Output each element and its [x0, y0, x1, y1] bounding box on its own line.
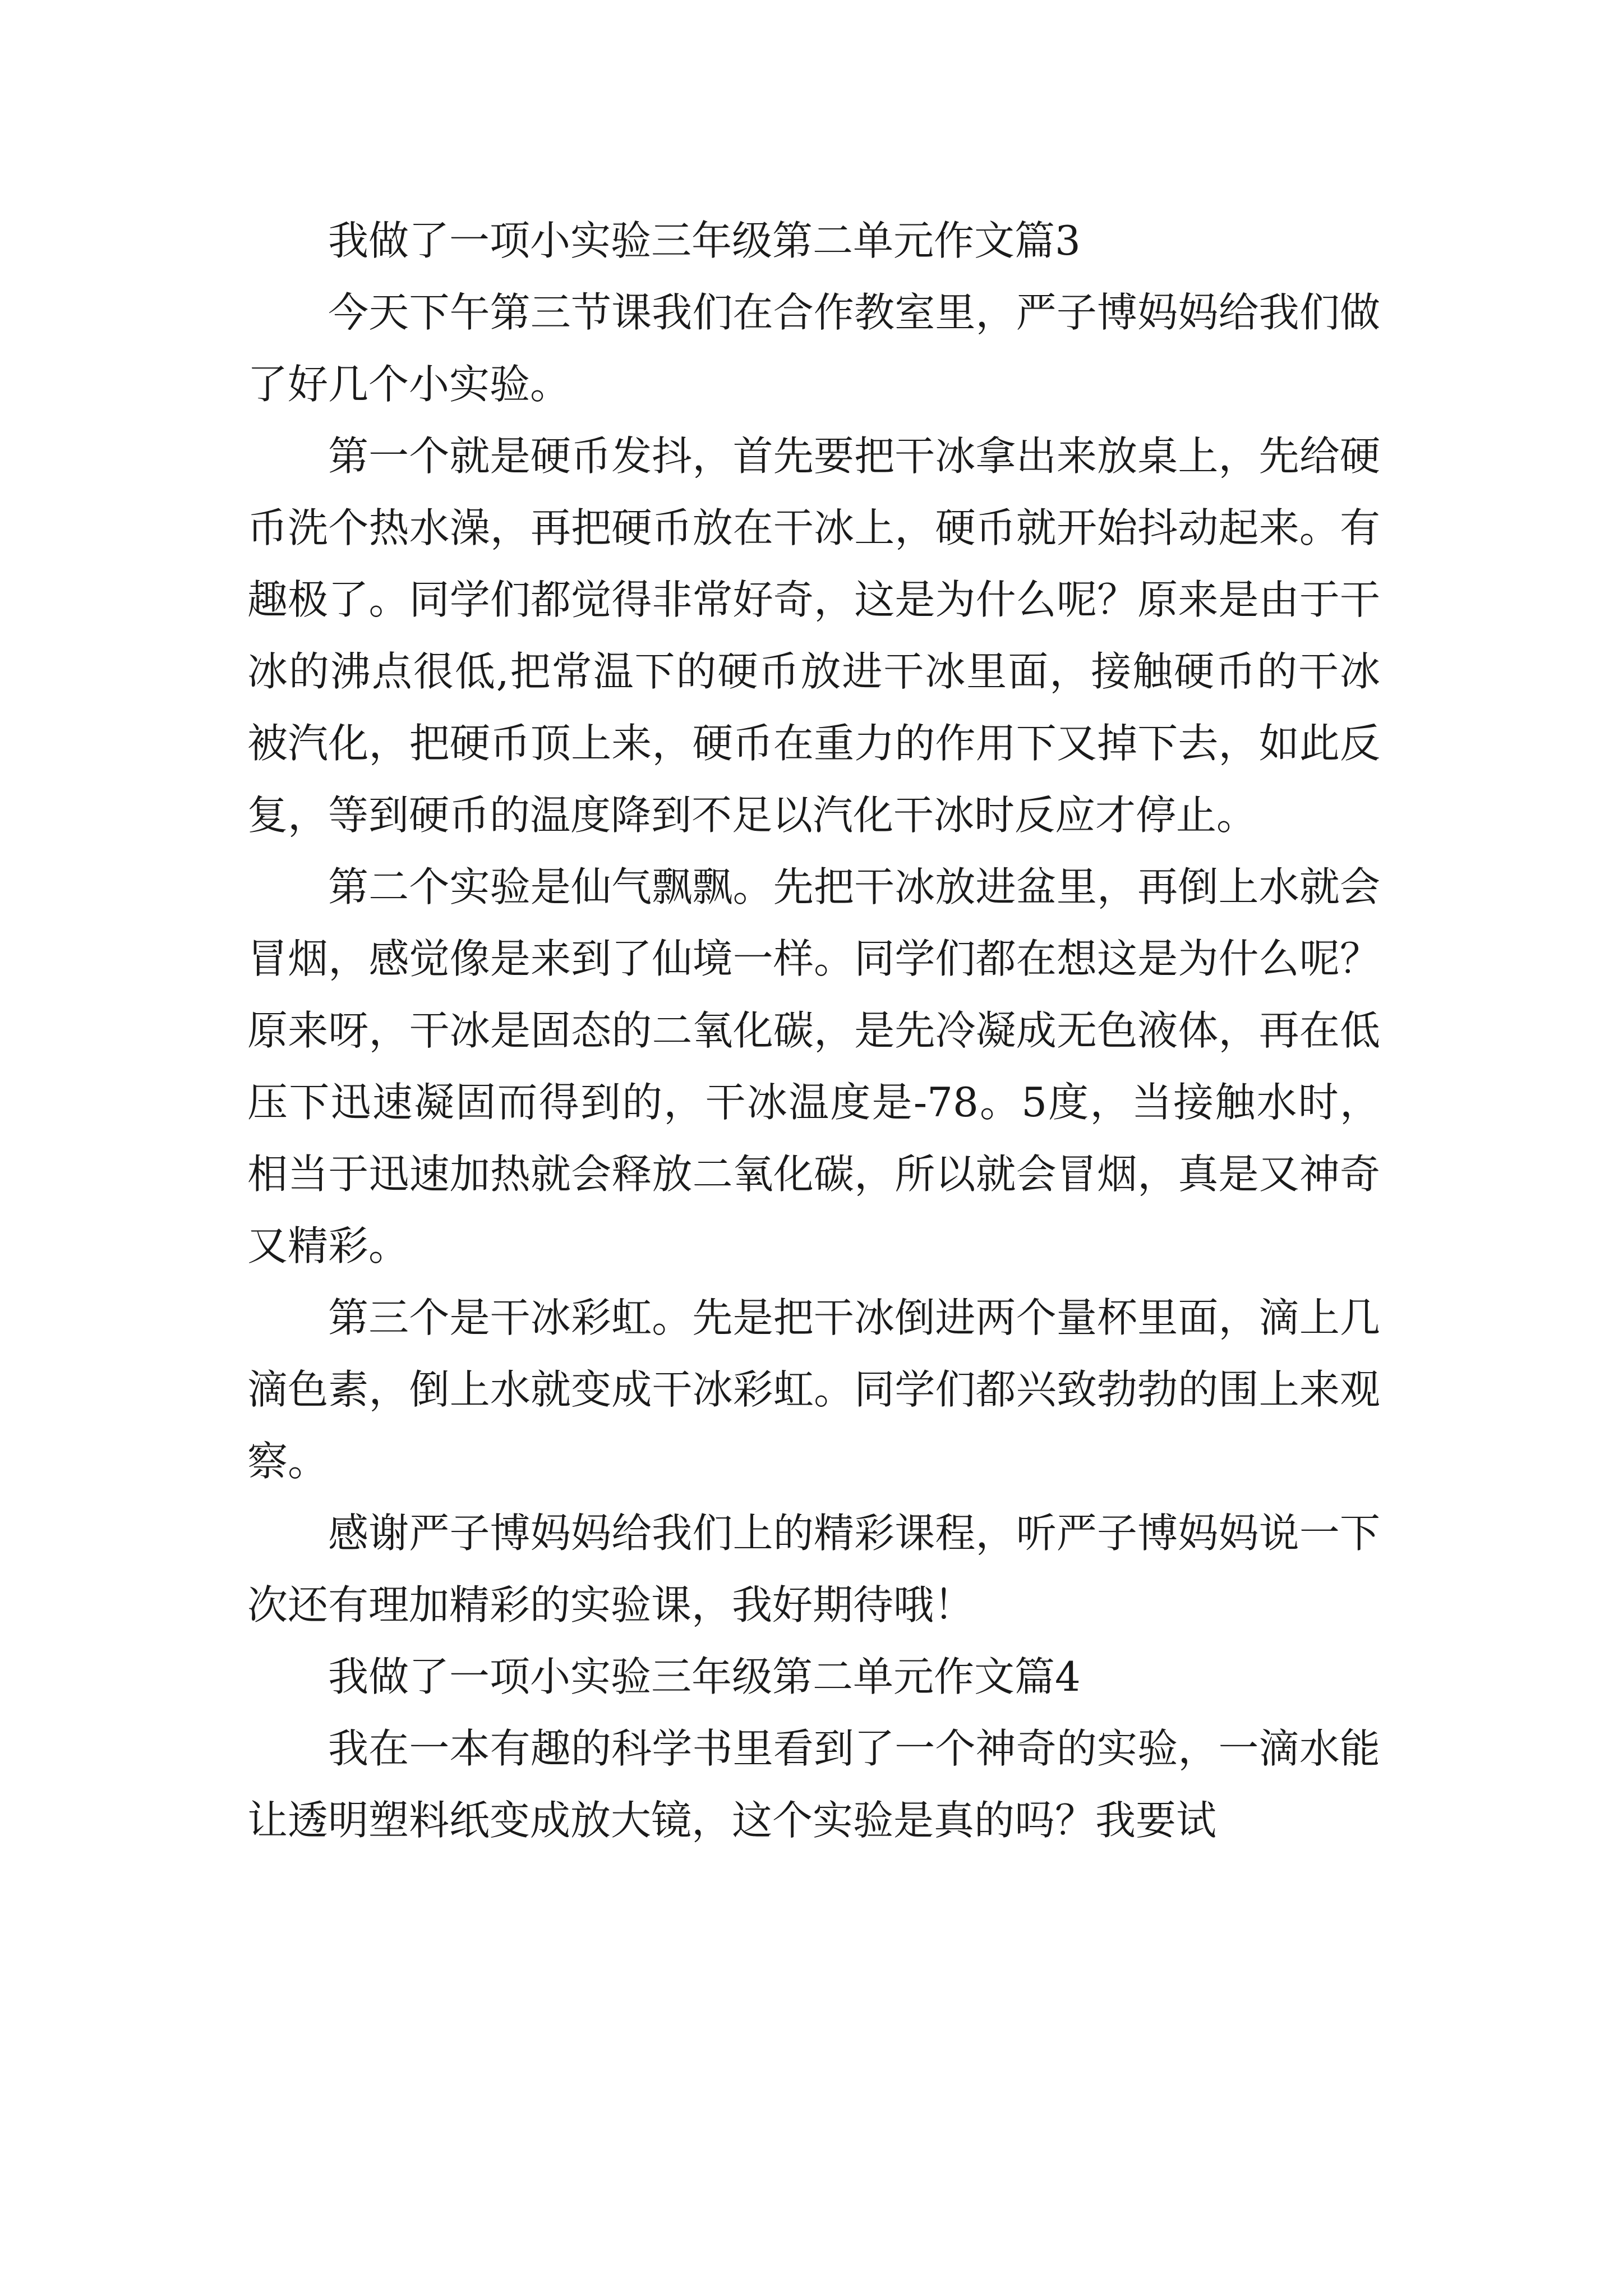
essay-heading-4: 我做了一项小实验三年级第二单元作文篇4 — [328, 1653, 1081, 1700]
essay-heading-3: 我做了一项小实验三年级第二单元作文篇3 — [328, 217, 1081, 264]
paragraph-intro: 今天下午第三节课我们在合作教室里，严子博妈妈给我们做了好几个小实验。 — [247, 289, 1380, 408]
paragraph-essay-4-start: 我在一本有趣的科学书里看到了一个神奇的实验，一滴水能让透明塑料纸变成放大镜，这个实验是真的吗？我要试 — [247, 1725, 1380, 1844]
paragraph-thanks: 感谢严子博妈妈给我们上的精彩课程，听严子博妈妈说一下次还有理加精彩的实验课，我好期待哦！ — [247, 1510, 1380, 1628]
document-body — [247, 205, 1380, 1856]
paragraph-experiment-1: 第一个就是硬币发抖，首先要把干冰拿出来放桌上，先给硬币洗个热水澡，再把硬币放在干冰上，硬币就开始抖动起来。有趣极了。同学们都觉得非常好奇，这是为什么呢？原来是由于干冰的沸点很低,把常温下的硬币放进干冰里面，接触硬币的干冰被汽化，把硬币顶上来，硬币在重力的作用下又掉下去，如此反复，等到硬币的温度降到不足以汽化干冰时反应才停止。 — [247, 432, 1380, 839]
paragraph-experiment-2: 第二个实验是仙气飘飘。先把干冰放进盆里，再倒上水就会冒烟，感觉像是来到了仙境一样。同学们都在想这是为什么呢？原来呀，干冰是固态的二氧化碳，是先冷凝成无色液体，再在低压下迅速凝固而得到的，干冰温度是-78。5度，当接触水时，相当于迅速加热就会释放二氧化碳，所以就会冒烟，真是又神奇又精彩。 — [247, 863, 1380, 1269]
paragraph-experiment-3: 第三个是干冰彩虹。先是把干冰倒进两个量杯里面，滴上几滴色素，倒上水就变成干冰彩虹。同学们都兴致勃勃的围上来观察。 — [247, 1294, 1380, 1485]
